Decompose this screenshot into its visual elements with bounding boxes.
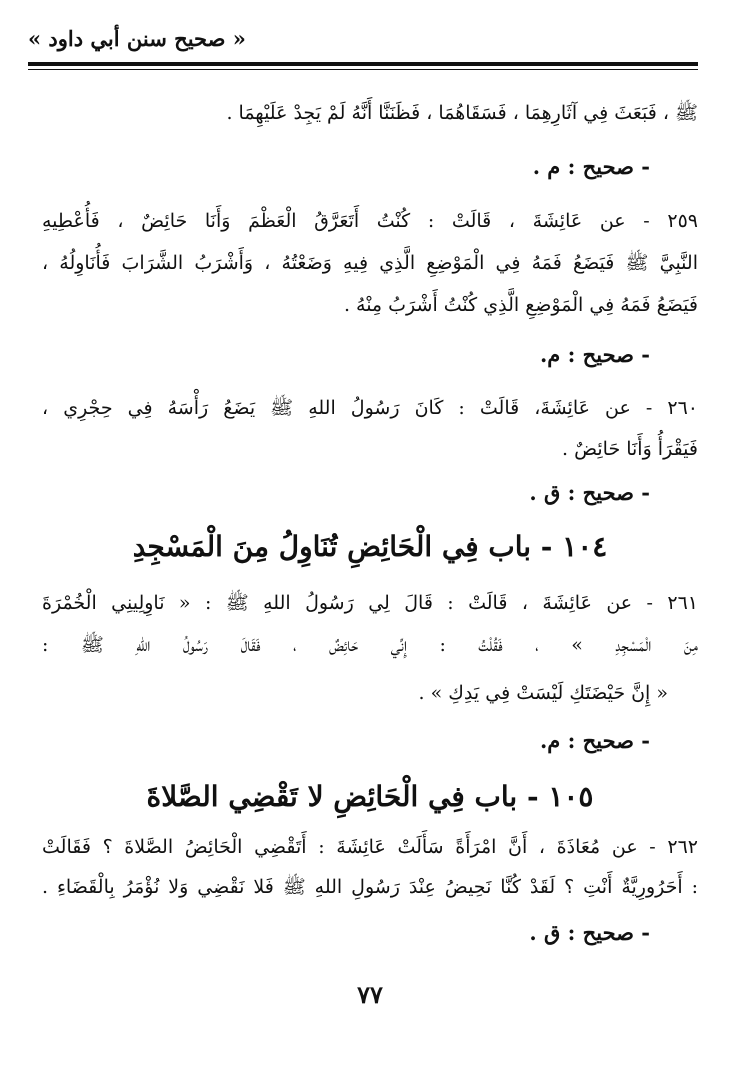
header-rule-thin <box>28 69 698 70</box>
chapter-heading-104: ١٠٤ - باب فِي الْحَائِضِ تُنَاوِلُ مِنَ الْمَسْجِدِ <box>132 530 608 563</box>
grading-note: - صحيح : م. <box>540 728 650 753</box>
grading-note: - صحيح : ق . <box>529 920 650 945</box>
hadith-259-line-1: ٢٥٩ - عن عَائِشَةَ ، قَالَتْ : كُنْتُ أَتَعَرَّقُ الْعَظْمَ وَأَنَا حَائِضٌ ، فَأُعْطِيهِ <box>42 210 698 232</box>
hadith-261-line-3: « إِنَّ حَيْضَتَكِ لَيْسَتْ فِي يَدِكِ » . <box>418 682 668 704</box>
hadith-260-line-2: فَيَقْرَأُ وَأَنَا حَائِضٌ . <box>562 438 698 460</box>
hadith-259-line-3: فَيَضَعُ فَمَهُ فِي الْمَوْضِعِ الَّذِي كُنْتُ أَشْرَبُ مِنْهُ . <box>343 294 698 316</box>
hadith-261-line-1: ٢٦١ - عن عَائِشَةَ ، قَالَتْ : قَالَ لِي رَسُولُ اللهِ ﷺ : « نَاوِلِينِي الْخُمْرَةَ <box>42 592 698 614</box>
hadith-260-line-1: ٢٦٠ - عن عَائِشَةَ، قَالَتْ : كَانَ رَسُولُ اللهِ ﷺ يَضَعُ رَأْسَهُ فِي حِجْرِي ، <box>42 397 698 419</box>
hadith-259-line-2: النَّبِيَّ ﷺ فَيَضَعُ فَمَهُ فِي الْمَوْضِعِ الَّذِي فِيهِ وَضَعْتُهُ ، وَأَشْرَبُ الشَّرَابَ فَأُنَاوِلُهُ ، <box>42 252 698 274</box>
chapter-heading-105: ١٠٥ - باب فِي الْحَائِضِ لا تَقْضِي الصَّلاةَ <box>146 780 594 813</box>
page-number: ٧٧ <box>357 980 383 1009</box>
hadith-261-line-2: مِنَ الْمَسْجِدِ » ، فَقُلْتُ : إِنِّي حَائِضٌ ، فَقَالَ رَسُولُ اللهِ ﷺ : <box>42 634 698 656</box>
running-header-title: « صحيح سنن أبي داود » <box>28 26 246 51</box>
grading-note: - صحيح : م. <box>540 342 650 367</box>
text-line: ﷺ ، فَبَعَثَ فِي آثَارِهِمَا ، فَسَقَاهُمَا ، فَظَنَنَّا أَنَّهُ لَمْ يَجِدْ عَلَيْهِمَا . <box>226 102 698 124</box>
grading-note: - صحيح : ق . <box>529 480 650 505</box>
hadith-262-line-1: ٢٦٢ - عن مُعَاذَةَ ، أَنَّ امْرَأَةً سَأَلَتْ عَائِشَةَ : أَتَقْضِي الْحَائِضُ الصَّلاةَ ؟ فَقَالَتْ <box>42 836 698 858</box>
hadith-262-line-2: : أَحَرُورِيَّةٌ أَنْتِ ؟ لَقَدْ كُنَّا نَحِيضُ عِنْدَ رَسُولِ اللهِ ﷺ فَلا نَقْضِي وَلا نُؤْمَرُ بِالْقَضَاءِ . <box>42 876 698 898</box>
header-rule-thick <box>28 62 698 66</box>
grading-note: - صحيح : م . <box>532 154 650 179</box>
